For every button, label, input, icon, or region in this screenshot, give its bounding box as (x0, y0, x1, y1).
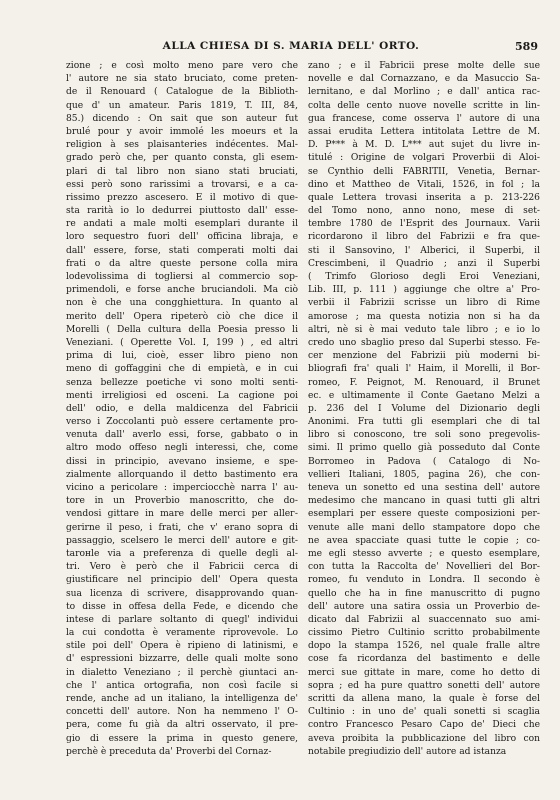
text-line: Cultinio : in uno de' quali sonetti si scaglia (308, 707, 540, 718)
text-line: de il Renouard ( Catalogue de la Biblioth- (66, 87, 298, 98)
text-line: rissimo prezzo ascesero. E il motivo di que- (66, 192, 298, 203)
text-line: venuta dall' averlo essi, forse, gabbato o in (66, 430, 298, 441)
right-column (308, 60, 540, 759)
text-line: merito dell' Opera ripeterò ciò che dice il (66, 311, 298, 322)
text-line: teneva un sonetto ed una sestina dell' autore (308, 483, 540, 493)
text-line: d' espressioni bizzarre, delle quali molte sono (66, 654, 298, 665)
text-line: assai erudita Lettera intitolata Lettre de M. (308, 126, 540, 137)
text-line: senza bellezze poetiche vi sono molti senti- (66, 377, 298, 388)
text-line: aveva proibita la pubblicazione del libro con (308, 733, 540, 744)
text-line: lodevolissima di togliersi al commercio sop- (66, 272, 298, 282)
text-line: cissimo Pietro Cultinio scritto probabilmente (308, 628, 540, 639)
text-line: tembre 1780 de l'Esprit des Journaux. Varii (308, 219, 540, 230)
text-line: libro si conoscono, tre soli sono pregevolis- (308, 430, 540, 441)
text-line: prima di lui, cioè, esser libro pieno non (66, 351, 298, 362)
text-line: ( Trimfo Glorioso degli Eroi Veneziani, (308, 272, 540, 282)
text-line: 85.) dicendo : On sait que son auteur fut (66, 113, 298, 124)
text-line: l' autore ne sia stato bruciato, come preten- (66, 74, 298, 85)
text-line: medesimo che mancano in quasi tutti gli altri (308, 496, 540, 507)
text-line: Anonimi. Fra tutti gli esemplari che di tal (308, 417, 540, 428)
text-line: sua licenza di scrivere, disapprovando quan- (66, 588, 298, 599)
text-line: ne avea spacciate quasi tutte le copie ; co- (308, 535, 540, 546)
text-line: pera, come fu già da altri osservato, il pre- (66, 720, 298, 731)
text-line: non è che una congghiettura. In quanto al (66, 298, 298, 309)
text-line: plari di tal libro non siano stati bruciati, (66, 166, 298, 177)
text-line: religion à ses plaisanteries indécentes. Mal- (66, 140, 298, 151)
text-line: frati o da altre queste persone colla mira (66, 258, 298, 269)
text-line: quello che ha in fine manuscritto di pugno (308, 588, 540, 599)
text-line: loro sequestro fuori dell' officina libraja, e (66, 232, 298, 243)
text-line: essi però sono rarissimi a trovarsi, e a ca- (66, 179, 298, 190)
text-line: novelle e dal Cornazzano, e da Masuccio Sa- (308, 74, 540, 85)
text-line: cer menzione del Fabrizii più moderni bi- (308, 351, 540, 362)
text-line: altro modo offeso negli interessi, che, come (66, 443, 298, 454)
text-line: sti il Sansovino, l' Alberici, il Superbi, il (308, 245, 540, 256)
text-line: ec. e ultimamente il Conte Gaetano Melzi a (308, 390, 540, 401)
text-line: dissi in principio, avevano insieme, e spe- (66, 456, 298, 467)
text-line: gio di essere la prima in questo genere, (66, 733, 298, 744)
text-line: giustificare nel principio dell' Opera questa (66, 575, 298, 586)
text-line: Borromeo in Padova ( Catalogo di No- (308, 456, 540, 467)
left-column (66, 60, 298, 759)
page-number: 589 (515, 40, 538, 53)
text-line: stile poi dell' Opera è ripieno di latinismi, e (66, 641, 298, 652)
text-line: colta delle cento nuove novelle scritte in lin- (308, 100, 540, 111)
text-line: lernitano, e dal Morlino ; e dall' antica rac- (308, 87, 540, 98)
text-line: meno di goffaggini che di empietà, e in cui (66, 364, 298, 375)
text-line: vicino a pericolare : imperciocchè narra l' au- (66, 483, 298, 493)
text-line: in dialetto Veneziano ; il perchè giuntaci an- (66, 667, 298, 678)
text-line: scritti da allena mano, la quale è forse del (308, 694, 540, 704)
text-line: dopo la stampa 1526, nel quale fralle altre (308, 641, 540, 652)
text-line: credo uno sbaglio preso dal Superbi stesso. Fe- (308, 337, 540, 348)
text-line: brulé pour y avoir immolé les moeurs et la (66, 126, 298, 137)
text-line: concetti dell' autore. Non ha nemmeno l' O- (66, 707, 298, 718)
text-line: primendoli, e forse anche bruciandoli. Ma ciò (66, 285, 298, 296)
text-line: Veneziani. ( Operette Vol. I, 199 ) , ed altri (66, 337, 298, 348)
text-line: merci sue gittate in mare, come ho detto di (308, 667, 540, 678)
text-line: zano ; e il Fabricii prese molte delle sue (308, 61, 540, 71)
text-line: menti irreligiosi ed osceni. La cagione poi (66, 390, 298, 401)
text-line: verbii il Fabrizii scrisse un libro di Rime (308, 298, 540, 309)
text-line: dell' autore una satira ossia un Proverbio de- (308, 601, 540, 612)
text-line: que d' un amateur. Paris 1819, T. III, 84, (66, 100, 298, 111)
running-head: ALLA CHIESA DI S. MARIA DELL' ORTO. (162, 40, 420, 52)
page-header (84, 40, 538, 56)
text-line: D. P*** à M. D. L*** aut sujet du livre in- (308, 140, 540, 151)
text-line: dicato dal Fabrizii al suaccennato suo ami- (308, 614, 540, 625)
text-line: zialmente allorquando il detto bastimento era (66, 469, 298, 480)
text-line: notabile pregiudizio dell' autore ad istanza (308, 746, 507, 757)
text-line: ricordarono il libro del Fabrizii e fra que- (308, 232, 540, 243)
text-line: venute alle mani dello stampatore dopo che (308, 522, 540, 533)
text-line: vendosi gittare in mare delle merci per allег- (66, 509, 298, 520)
text-line: tore in un Proverbio manoscritto, che do- (66, 496, 298, 507)
text-line: me egli stesso avverte ; e questo esemplare, (308, 548, 540, 559)
text-line: verso i Zoccolanti può essere certamente pro- (66, 417, 298, 428)
text-line: altri, nè si è mai veduto tale libro ; e io lo (308, 324, 540, 335)
text-line: zione ; e così molto meno pare vero che (66, 61, 298, 71)
text-line: intese di parlare soltanto di quegl' individui (66, 614, 298, 625)
text-line: titulé : Origine de volgari Proverbii di Aloi- (308, 153, 540, 164)
text-line: romeo, F. Peignot, M. Renouard, il Brunet (308, 377, 540, 388)
text-line: del Tomo nono, anno nono, mese di set- (308, 206, 540, 217)
text-line: gua francese, come osserva l' autore di una (308, 113, 540, 124)
text-line: quale Lettera trovasi inserita a p. 213-226 (308, 192, 540, 203)
text-line: sta rarità io lo dedurrei piuttosto dall' esse- (66, 206, 298, 217)
text-line: dino et Mattheo de Vitali, 1526, in fol ; la (308, 179, 540, 190)
text-line: la cui condotta è veramente riprovevole. Lo (66, 628, 298, 639)
text-line: re andati a male molti esemplari durante il (66, 219, 298, 230)
text-line: to disse in offesa della Fede, e dicendo che (66, 601, 298, 612)
text-line: vellieri Italiani, 1805, pagina 26), che con- (308, 469, 540, 480)
text-line: dall' essere, forse, stati comperati molti dai (66, 245, 298, 256)
text-line: passaggio, scelsero le merci dell' autore e git- (66, 535, 298, 546)
text-line: se Cynthio delli FABRITII, Venetia, Bernar- (308, 166, 540, 177)
text-line: simi. Il primo quello già posseduto dal Conte (308, 443, 540, 454)
text-line: romeo, fu venduto in Londra. Il secondo è (308, 575, 540, 586)
text-line: Crescimbeni, il Quadrio ; anzi il Superbi (308, 258, 540, 269)
text-line: dell' odio, e della maldicenza del Fabricii (66, 403, 298, 414)
text-line: cose fa ricordanza del bastimento e delle (308, 654, 540, 665)
text-line: rende, anche ad un italiano, la intelligenza de' (66, 694, 298, 704)
text-line: contro Francesco Pesaro Capo de' Dieci che (308, 720, 540, 731)
text-line: Lib. III, p. 111 ) aggiunge che oltre a' Pro- (308, 285, 540, 296)
text-line: tri. Vero è però che il Fabricii cerca di (66, 562, 298, 573)
text-line: che l' antica ortografia, non così facile si (66, 680, 298, 691)
text-line: perchè è preceduta da' Proverbi del Cornaz- (66, 746, 272, 757)
text-line: con tutta la Raccolta de' Novellieri del Bor- (308, 562, 540, 573)
text-line: bliografi fra' quali l' Haim, il Morelli, il Bor- (308, 364, 540, 375)
text-line: gerirne il peso, i frati, che v' erano sopra di (66, 522, 298, 533)
text-line: grado però che, per quanto consta, gli esem- (66, 153, 298, 164)
text-line: sopra ; ed ha pure quattro sonetti dell' autore (308, 680, 540, 691)
text-line: p. 236 del I Volume del Dizionario degli (308, 403, 540, 414)
text-line: esemplari per essere queste composizioni per- (308, 509, 540, 520)
text-line: Morelli ( Della cultura della Poesia presso li (66, 324, 298, 335)
text-line: tarонle via a preferenza di quelle degli al- (66, 548, 298, 559)
text-line: amorose ; ma questa notizia non si ha da (308, 311, 540, 322)
